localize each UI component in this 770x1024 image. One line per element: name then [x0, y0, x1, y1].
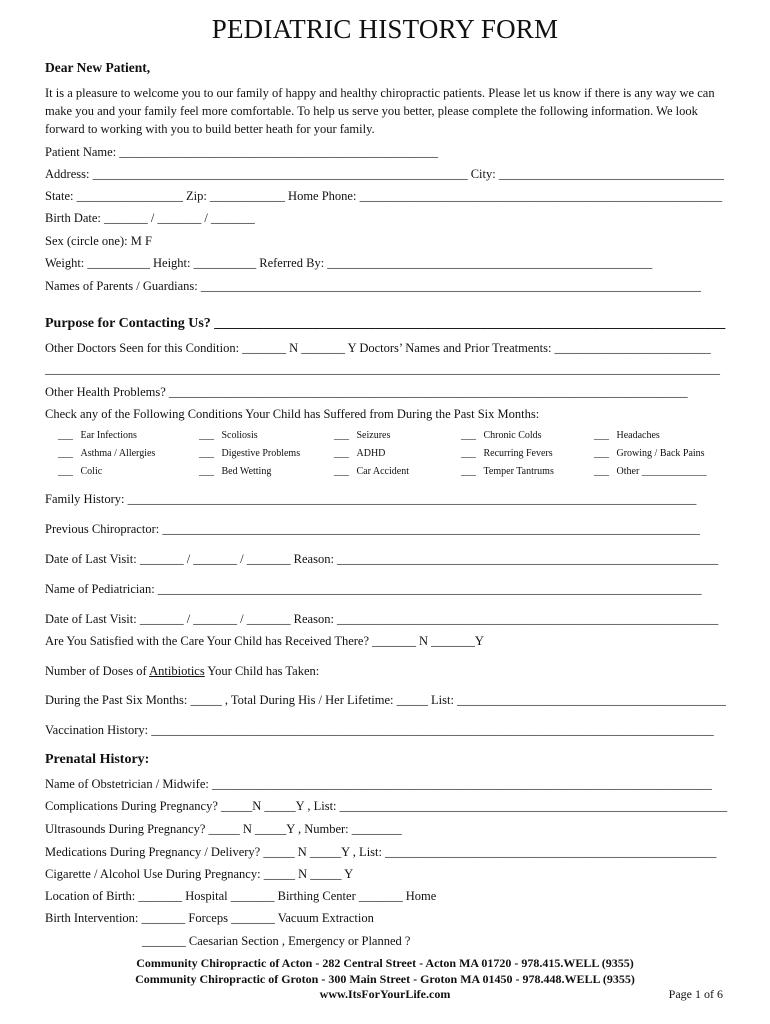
condition-label: Other _____________: [616, 466, 707, 477]
condition-label: Seizures: [356, 430, 391, 441]
condition-checkbox[interactable]: ___ Asthma / Allergies: [58, 448, 156, 459]
previous-chiropractor-field[interactable]: Previous Chiropractor: ______________________________________________________________________________________: [45, 522, 700, 536]
intro-line: forward to working with you to build better heath for your family.: [45, 122, 375, 136]
ultrasounds-field[interactable]: Ultrasounds During Pregnancy? _____ N _____Y , Number: ________: [45, 822, 402, 836]
prenatal-heading: Prenatal History:: [45, 752, 150, 767]
condition-checkbox[interactable]: ___ Ear Infections: [58, 430, 137, 441]
vaccination-history-field[interactable]: Vaccination History: __________________________________________________________________________________________: [45, 723, 714, 737]
condition-label: Ear Infections: [80, 430, 137, 441]
condition-label: Colic: [80, 466, 103, 477]
other-health-problems-field[interactable]: Other Health Problems? ___________________________________________________________________________________: [45, 385, 688, 399]
condition-checkbox[interactable]: ___ Seizures: [334, 430, 391, 441]
footer: [0, 956, 770, 1003]
antibiotics-underlined: Antibiotics: [149, 664, 205, 678]
condition-label: Asthma / Allergies: [80, 448, 156, 459]
footer-groton: Community Chiropractic of Groton - 300 Main Street - Groton MA 01450 - 978.448.WELL (9355): [135, 971, 635, 986]
medications-field[interactable]: Medications During Pregnancy / Delivery? _____ N _____Y , List: _____________________________________________________: [45, 845, 717, 859]
antibiotics-text: Number of Doses of: [45, 664, 150, 678]
form-title: PEDIATRIC HISTORY FORM: [211, 14, 559, 44]
condition-checkbox[interactable]: ___ Car Accident: [334, 466, 409, 477]
condition-checkbox[interactable]: ___ Bed Wetting: [199, 466, 272, 477]
greeting: Dear New Patient,: [45, 60, 151, 75]
antibiotic-doses-field[interactable]: During the Past Six Months: _____ , Total During His / Her Lifetime: _____ List: ___________________________________________: [45, 693, 726, 707]
condition-label: Temper Tantrums: [483, 466, 554, 477]
condition-checkbox[interactable]: ___ Colic: [58, 466, 103, 477]
condition-label: Headaches: [616, 430, 660, 441]
condition-label: Growing / Back Pains: [616, 448, 705, 459]
intro-line: make you and your family feel more comfortable. To help us serve you better, please complete the following information. We look: [45, 104, 698, 118]
parents-field[interactable]: Names of Parents / Guardians: ________________________________________________________________________________: [45, 279, 701, 293]
obstetrician-field[interactable]: Name of Obstetrician / Midwife: ________________________________________________________________________________: [45, 777, 712, 791]
condition-checkbox[interactable]: ___ Other _____________: [594, 466, 707, 477]
antibiotics-heading: [45, 664, 319, 679]
weight-height-referred-field[interactable]: Weight: __________ Height: __________ Referred By: ____________________________________________________: [45, 256, 653, 270]
condition-label: Recurring Fevers: [483, 448, 553, 459]
last-visit-field[interactable]: Date of Last Visit: _______ / _______ / _______ Reason: _____________________________________________________________: [45, 552, 719, 566]
birth-intervention-field[interactable]: Birth Intervention: _______ Forceps _______ Vacuum Extraction: [45, 911, 374, 925]
condition-checkbox[interactable]: ___ Chronic Colds: [461, 430, 542, 441]
birth-date-field[interactable]: Birth Date: _______ / _______ / _______: [45, 211, 255, 225]
complications-field[interactable]: Complications During Pregnancy? _____N _____Y , List: ______________________________________________________________: [45, 799, 728, 813]
state-zip-phone-field[interactable]: State: _________________ Zip: ____________ Home Phone: __________________________________________________________: [45, 189, 723, 203]
condition-label: Bed Wetting: [221, 466, 272, 477]
condition-checkbox[interactable]: ___ Temper Tantrums: [461, 466, 554, 477]
condition-label: ADHD: [356, 448, 386, 459]
condition-label: Digestive Problems: [221, 448, 301, 459]
condition-checkbox[interactable]: ___ Digestive Problems: [199, 448, 301, 459]
footer-acton: Community Chiropractic of Acton - 282 Central Street - Acton MA 01720 - 978.415.WELL (9355): [136, 956, 634, 970]
family-history-field[interactable]: Family History: ___________________________________________________________________________________________: [45, 492, 697, 506]
cigarette-alcohol-field[interactable]: Cigarette / Alcohol Use During Pregnancy: _____ N _____ Y: [45, 867, 354, 881]
address-field[interactable]: Address: ____________________________________________________________ City: ____________________________________: [45, 167, 724, 181]
conditions-instructions: Check any of the Following Conditions Your Child has Suffered from During the Past Six Months:: [45, 407, 540, 421]
intro-paragraph: [45, 84, 735, 138]
sex-field[interactable]: Sex (circle one): M F: [45, 234, 152, 248]
birth-location-field[interactable]: Location of Birth: _______ Hospital _______ Birthing Center _______ Home: [45, 889, 437, 903]
condition-label: Car Accident: [356, 466, 409, 477]
pediatrician-field[interactable]: Name of Pediatrician: _______________________________________________________________________________________: [45, 582, 702, 596]
caesarian-field[interactable]: _______ Caesarian Section , Emergency or Planned ?: [142, 934, 411, 948]
condition-checkbox[interactable]: ___ Scoliosis: [199, 430, 258, 441]
antibiotics-text: Your Child has Taken:: [204, 664, 320, 678]
condition-checkbox[interactable]: ___ ADHD: [334, 448, 386, 459]
footer-website: www.ItsForYourLife.com: [319, 987, 451, 1001]
purpose-field[interactable]: Purpose for Contacting Us? _________________________________________________________________________: [45, 316, 726, 331]
other-doctors-field[interactable]: Other Doctors Seen for this Condition: _______ N _______ Y Doctors’ Names and Prior Treatments: _________________________: [45, 341, 711, 355]
condition-label: Scoliosis: [221, 430, 258, 441]
treatments-continuation-line[interactable]: ____________________________________________________________________________________________________________: [45, 362, 720, 376]
condition-label: Chronic Colds: [483, 430, 542, 441]
condition-checkbox[interactable]: ___ Recurring Fevers: [461, 448, 553, 459]
page-number: Page 1 of 6: [668, 987, 723, 1001]
intro-line: It is a pleasure to welcome you to our family of happy and healthy chiropractic patients. Please let us know if there is any way we can: [45, 86, 715, 100]
condition-checkbox[interactable]: ___ Growing / Back Pains: [594, 448, 705, 459]
last-visit-field[interactable]: Date of Last Visit: _______ / _______ / _______ Reason: _____________________________________________________________: [45, 612, 719, 626]
patient-name-field[interactable]: Patient Name: ___________________________________________________: [45, 145, 439, 159]
satisfied-field[interactable]: Are You Satisfied with the Care Your Child has Received There? _______ N _______Y: [45, 634, 484, 648]
condition-checkbox[interactable]: ___ Headaches: [594, 430, 660, 441]
